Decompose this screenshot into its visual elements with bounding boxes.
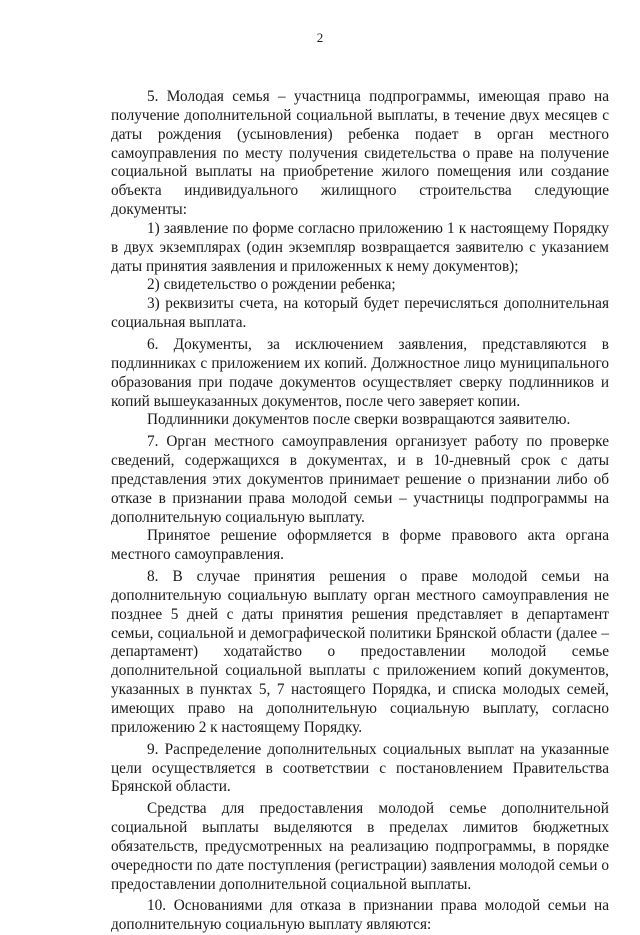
paragraph-item-6: 6. Документы, за исключением заявления, представляются в подлинниках с приложением их копий. Должностное лицо муниципального образования при подаче документов осуществляет сверку подлинников и копий вышеуказанных документов, после чего заверяет копии. (111, 335, 609, 410)
paragraph-item-9: 9. Распределение дополнительных социальных выплат на указанные цели осуществляется в соответствии с постановлением Правительства Брянской области. (111, 740, 609, 796)
paragraph-funds: Средства для предоставления молодой семье дополнительной социальной выплаты выделяются в пределах лимитов бюджетных обязательств, предусмотренных на реализацию подпрограммы, в порядке очередности по дате поступления (регистрации) заявления молодой семьи о предоставлении дополнительной социальной выплаты. (111, 800, 609, 893)
document-body (111, 88, 609, 935)
paragraph-item-10: 10. Основаниями для отказа в признании права молодой семьи на дополнительную социальную выплату являются: (111, 897, 609, 934)
list-item-bank-details: 3) реквизиты счета, на который будет перечисляться дополнительная социальная выплата. (111, 295, 609, 332)
page-number: 2 (316, 30, 324, 45)
paragraph-decision-form: Принятое решение оформляется в форме правового акта органа местного самоуправления. (111, 527, 609, 564)
paragraph-item-7: 7. Орган местного самоуправления организует работу по проверке сведений, содержащихся в документах, и в 10-дневный срок с даты представления этих документов принимает решение о признании либо об отказе в признании права молодой семьи – участницы подпрограммы на дополнительную социальную выплату. (111, 433, 609, 526)
paragraph-item-5: 5. Молодая семья – участница подпрограммы, имеющая право на получение дополнительной социальной выплаты, в течение двух месяцев с даты рождения (усыновления) ребенка подает в орган местного самоуправления по месту получения свидетельства о праве на получение социальной выплаты на приобретение жилого помещения или создание объекта индивидуального жилищного строительства следующие документы: (111, 88, 609, 219)
paragraph-originals-returned: Подлинники документов после сверки возвращаются заявителю. (147, 411, 571, 429)
list-item-birth-certificate: 2) свидетельство о рождении ребенка; (147, 276, 396, 294)
list-item-application: 1) заявление по форме согласно приложению 1 к настоящему Порядку в двух экземплярах (один экземпляр возвращается заявителю с указанием даты принятия заявления и приложенных к нему документов); (111, 219, 609, 275)
paragraph-item-8: 8. В случае принятия решения о праве молодой семьи на дополнительную социальную выплату орган местного самоуправления не позднее 5 дней с даты принятия решения представляет в департамент семьи, социальной и демографической политики Брянской области (далее – департамент) ходатайство о предоставлении молодой семье дополнительной социальной выплаты с приложением копий документов, указанных в пунктах 5, 7 настоящего Порядка, и списка молодых семей, имеющих право на дополнительную социальную выплату, согласно приложению 2 к настоящему Порядку. (111, 568, 609, 736)
